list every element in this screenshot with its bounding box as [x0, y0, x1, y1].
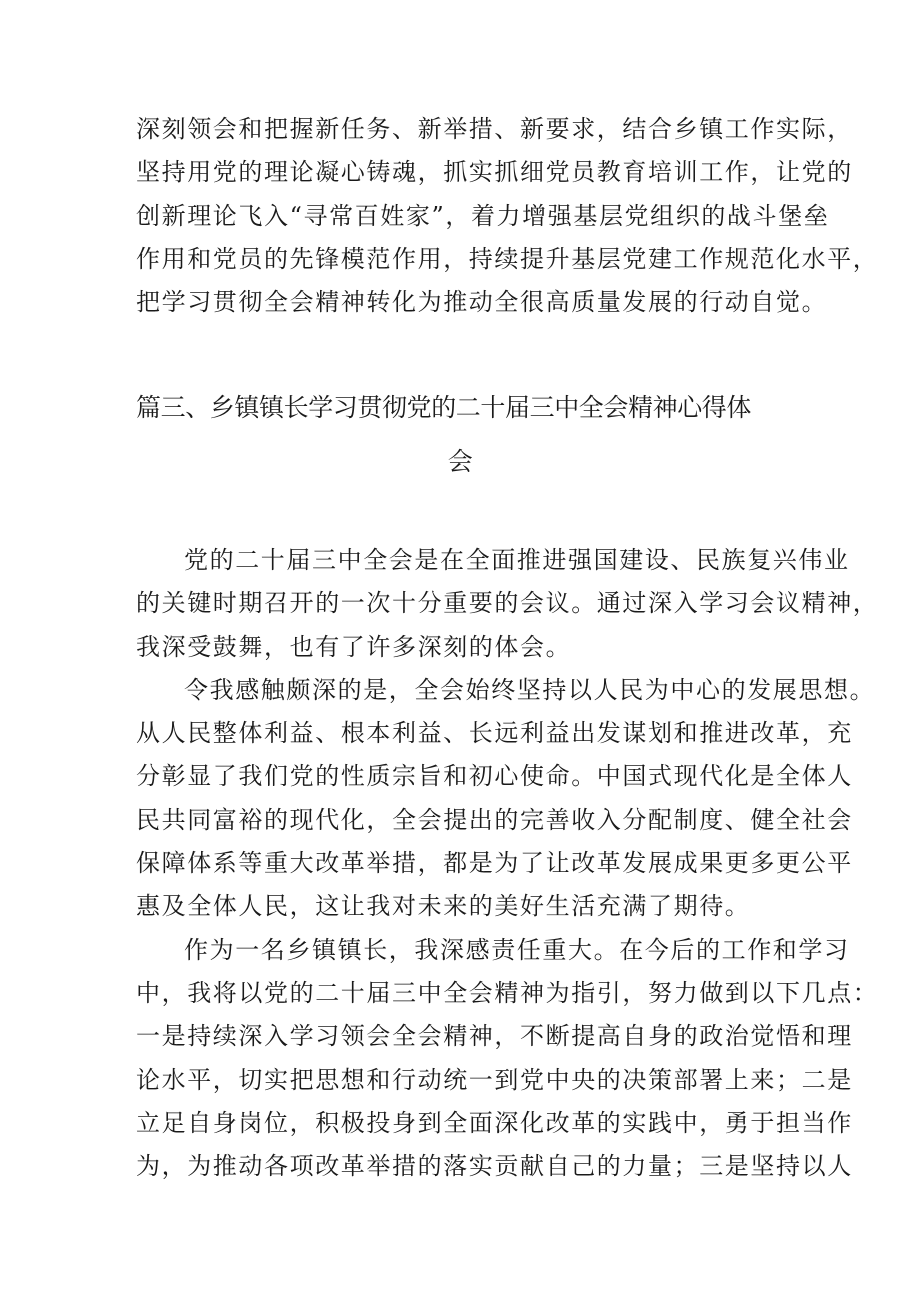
section-heading-line-2: 会 [447, 447, 473, 476]
paragraph-2-line: 令我感触颇深的是，全会始终坚持以人民为中心的发展思想。 [184, 675, 876, 704]
text-line: 作用和党员的先锋模范作用，持续提升基层党建工作规范化水平， [136, 244, 879, 273]
paragraph-2-line: 民共同富裕的现代化，全会提出的完善收入分配制度、健全社会 [136, 805, 853, 834]
paragraph-3-line: 作为一名乡镇镇长，我深感责任重大。在今后的工作和学习 [184, 935, 850, 964]
paragraph-3-line: 立足自身岗位，积极投身到全面深化改革的实践中，勇于担当作 [136, 1108, 853, 1137]
section-heading [136, 388, 796, 488]
paragraph-2-line: 保障体系等重大改革举措，都是为了让改革发展成果更多更公平 [136, 849, 853, 878]
paragraph-1-line: 党的二十届三中全会是在全面推进强国建设、民族复兴伟业 [184, 546, 850, 574]
text-line: 创新理论飞入“寻常百姓家”，着力增强基层党组织的战斗堡垒 [136, 201, 830, 230]
paragraph-3-line: 中，我将以党的二十届三中全会精神为指引，努力做到以下几点： [136, 978, 879, 1007]
paragraph-1-line: 我深受鼓舞，也有了许多深刻的体会。 [136, 632, 572, 661]
paragraph-3-line: 为，为推动各项改革举措的落实贡献自己的力量；三是坚持以人 [136, 1152, 853, 1181]
paragraph-2-line: 从人民整体利益、根本利益、长远利益出发谋划和推进改革，充 [136, 719, 853, 748]
text-line: 深刻领会和把握新任务、新举措、新要求，结合乡镇工作实际， [136, 115, 853, 143]
paragraph-2-line: 分彰显了我们党的性质宗旨和初心使命。中国式现代化是全体人 [136, 762, 853, 791]
paragraph-2-line: 惠及全体人民，这让我对未来的美好生活充满了期待。 [136, 892, 751, 921]
paragraph-1-line: 的关键时期召开的一次十分重要的会议。通过深入学习会议精神， [136, 589, 879, 618]
section-heading-line-1: 篇三、乡镇镇长学习贯彻党的二十届三中全会精神心得体 [136, 393, 752, 422]
paragraph-3-line: 一是持续深入学习领会全会精神，不断提高自身的政治觉悟和理 [136, 1022, 853, 1051]
text-line: 坚持用党的理论凝心铸魂，抓实抓细党员教育培训工作，让党的 [136, 158, 853, 187]
paragraph-3-line: 论水平，切实把思想和行动统一到党中央的决策部署上来；二是 [136, 1065, 853, 1094]
continuation-paragraph [136, 108, 879, 324]
text-line: 把学习贯彻全会精神转化为推动全很高质量发展的行动自觉。 [136, 288, 828, 317]
article-body [136, 539, 879, 1188]
